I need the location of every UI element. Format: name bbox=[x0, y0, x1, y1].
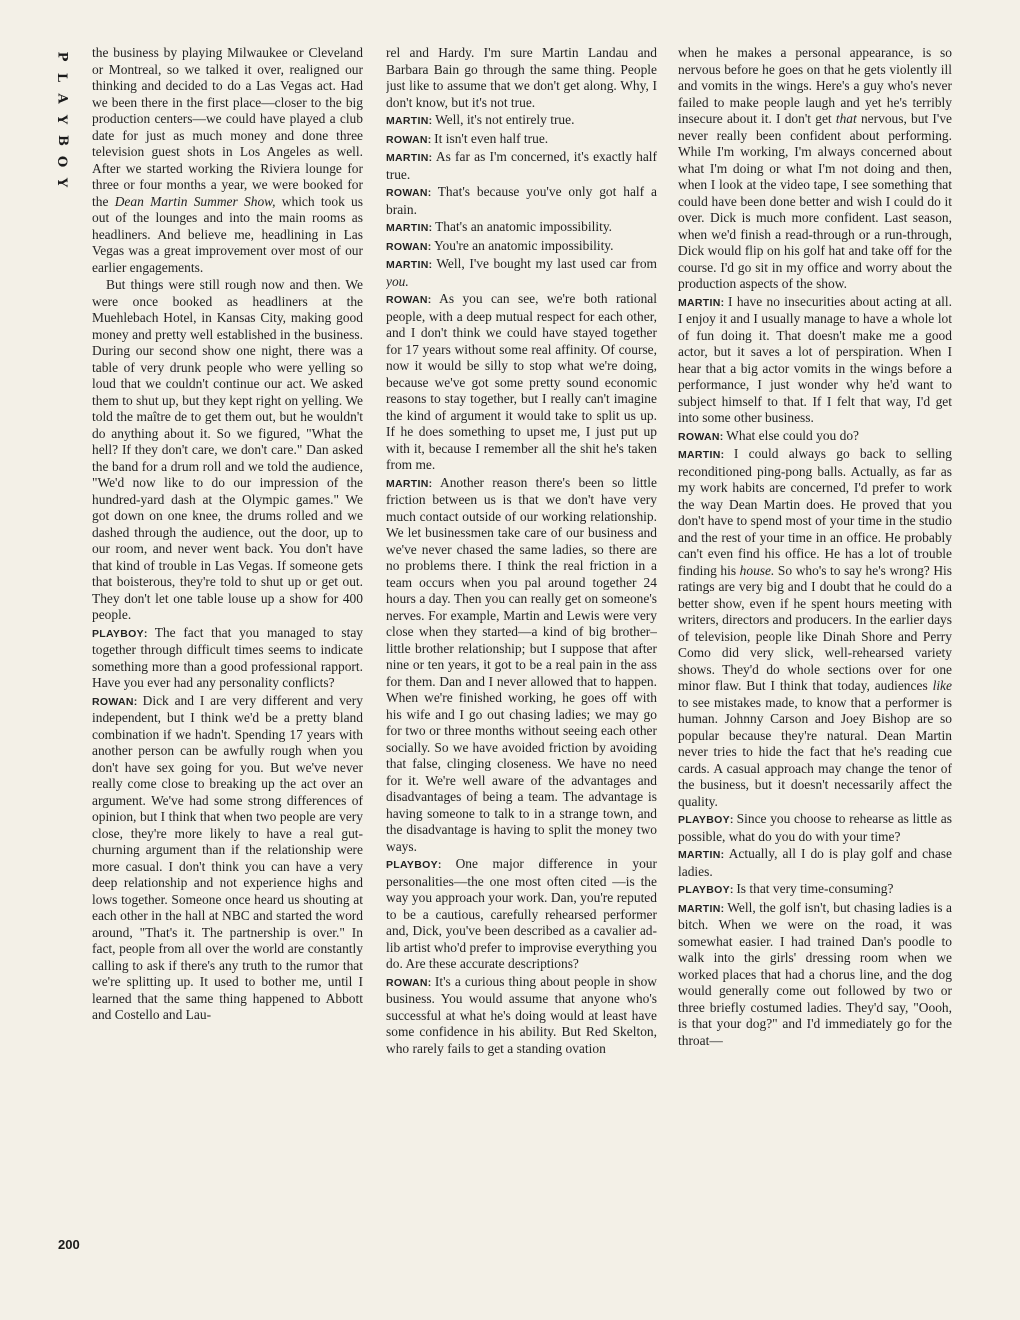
speaker-label: PLAYBOY bbox=[678, 814, 730, 826]
italic-word: you. bbox=[386, 273, 409, 289]
speaker-label: PLAYBOY bbox=[386, 859, 438, 871]
paragraph: when he makes a personal appearance, is so nervous before he goes on that he gets violently ill and vomits in the wings. Here's a guy who's never failed to make people laugh and yet he's terribly insecure about it. I don't get that nervous, but I've never really been confident about performing. While I'm working, I'm always concerned about what I'm doing or what I'm not doing and then, when I look at the video tape, I see something that could have been done better and wish I could do it over. Dick is much more confident. Last season, when we'd finish a read-through or a run-through, Dick would flip on his golf hat and take off for the course. I'd go sit in my office and worry about the production aspects of the show. bbox=[678, 45, 952, 291]
dialogue-paragraph: PLAYBOY: One major difference in your personalities—the one most often cited —is the way you approach your work. Dan, you're reputed to be a cautious, carefully rehearsed performer and, Dick, you've been described as a cavalier ad-lib artist who'd prefer to improvise everything you do. Are these accurate descriptions? bbox=[386, 856, 657, 971]
side-letter: Y bbox=[54, 114, 70, 125]
dialogue-paragraph: MARTIN: Well, the golf isn't, but chasing ladies is a bitch. When we were on the road, it was somewhat easier. I had trained Dan's poodle to walk into the girls' dressing room when we worked places that had a chorus line, and the dog would generally come out followed by two or three briefly costumed ladies. They'd say, "Oooh, is that your dog?" and I'd immediately go for the throat— bbox=[678, 899, 952, 1048]
speaker-label: PLAYBOY bbox=[678, 884, 730, 896]
text-column-2 bbox=[386, 45, 657, 1257]
speaker-label: MARTIN bbox=[386, 152, 429, 164]
speaker-label: ROWAN bbox=[386, 294, 428, 306]
dialogue-paragraph: ROWAN: It's a curious thing about people in show business. You would assume that anyone who's successful at what he's doing would at least have some confidence in his ability. But Red Skelton, who rarely fails to get a standing ovation bbox=[386, 973, 657, 1056]
speaker-label: ROWAN bbox=[386, 187, 428, 199]
dialogue-paragraph: ROWAN: As you can see, we're both rational people, with a deep mutual respect for each other, and I don't think we could have stayed together for 17 years without some real affinity. Of course, now it would be silly to stop what we're doing, because we've got some pretty sound economic reasons to stay together, but I really can't imagine the kind of argument it would take to split us up. If he does something to upset me, I just put up with it, because I remember all the shit he's taken from me. bbox=[386, 291, 657, 472]
italic-word: house. bbox=[739, 562, 775, 578]
side-letter: L bbox=[54, 72, 70, 83]
paragraph: rel and Hardy. I'm sure Martin Landau and Barbara Bain go through the same thing. People just like to assume that we don't get along. Why, I don't know, but it's not true. bbox=[386, 45, 657, 110]
dialogue-paragraph: ROWAN: Dick and I are very different and very independent, but I think we'd be a pretty bland combination if we hadn't. Spending 17 years with another person can be awfully rough when you don't have sex going for you. But we've never really come close to breaking up the act over an argument. We've had some strong differences of opinion, but I think that when two people are very close, they're more likely to have a real gut-churning argument than if the relationship were more casual. I don't think you can have a very deep relationship and not experience highs and lows together. Someone once heard us shouting at each other in the hall at NBC and started the word around, "That's it. The partnership is over." In fact, people from all over the world are constantly calling to ask if there's any truth to the rumor that we're splitting up. It used to bother me, until I learned that the same thing happened to Abbott and Costello and Lau- bbox=[92, 692, 363, 1022]
speaker-label: MARTIN bbox=[386, 115, 429, 127]
dialogue-paragraph: MARTIN: I have no insecurities about acting at all. I enjoy it and I usually manage to have a whole lot of fun doing it. That doesn't make me a good actor, but it saves a lot of perspiration. When I hear that a big actor vomits in the wings before a performance, I just wonder why he'd want to subject himself to that. If I felt that way, I'd get into some other business. bbox=[678, 293, 952, 425]
page-number: 200 bbox=[58, 1237, 80, 1252]
speaker-label: MARTIN bbox=[386, 259, 429, 271]
side-letter: B bbox=[54, 135, 70, 146]
magazine-side-mark bbox=[54, 46, 70, 193]
speaker-label: MARTIN bbox=[386, 477, 429, 490]
speaker-label: MARTIN bbox=[678, 449, 721, 461]
text-column-1 bbox=[92, 45, 363, 1257]
italic-show-title: Dean Martin Summer Show, bbox=[114, 193, 276, 209]
text-column-3 bbox=[678, 45, 952, 1257]
dialogue-paragraph: MARTIN: Another reason there's been so little friction between us is that we don't have very much contact outside of our working relationship. We let businessmen take care of our business and we've never chased the same ladies, so there are no problems there. I think the real friction in a team occurs when you pal around together 24 hours a day. Then you can really get on someone's nerves. For example, Martin and Lewis were very close when they started—a kind of big brother–little brother relationship; but I suppose that after nine or ten years, it got to be a real pain in the ass for them. Dan and I never allowed that to happen. When we're finished working, he goes off with his wife and I go out chasing ladies; we may go for two or three months without seeing each other socially. So we have avoided friction by avoiding that false, clinging closeness. We have no need for it. We're well aware of the advantages and disadvantages of being a team. The advantage is having someone to talk to in a strange town, and the disadvantage is having to split the money two ways. bbox=[386, 474, 657, 854]
side-letter: Y bbox=[54, 177, 70, 188]
speaker-label: MARTIN bbox=[678, 902, 721, 915]
dialogue-paragraph: PLAYBOY: Is that very time-consuming? bbox=[678, 881, 894, 896]
speaker-label: ROWAN bbox=[678, 430, 720, 443]
speaker-label: MARTIN bbox=[386, 222, 429, 234]
speaker-label: ROWAN bbox=[92, 695, 134, 708]
dialogue-paragraph: MARTIN: Actually, all I do is play golf and chase ladies. bbox=[678, 846, 952, 879]
dialogue-paragraph: ROWAN: That's because you've only got half a brain. bbox=[386, 184, 657, 217]
dialogue-paragraph: PLAYBOY: Since you choose to rehearse as little as possible, what do you do with your time? bbox=[678, 811, 952, 844]
italic-word: that bbox=[835, 111, 857, 126]
dialogue-paragraph: PLAYBOY: The fact that you managed to stay together through difficult times seems to indicate something more than a good professional rapport. Have you ever had any personality conflicts? bbox=[92, 624, 363, 690]
paragraph: But things were still rough now and then. We were once booked as headliners at the Muehlebach Hotel, in Kansas City, making good money and pretty well established in the business. During our second show one night, there was a table of very drunk people who were yelling so loud that we couldn't continue our act. We asked them to shut up, but they kept right on yelling. We told the maître de to get them out, but he wouldn't do anything about it. So we figured, "What the hell? If they don't care, we don't care." Dan asked the band for a drum roll and we told the audience, "We'd now like to do our impression of the hundred-yard dash at the Olympic games." We got down on one knee, the drums rolled and we dashed through the audience, out the door, up to our room, and never went back. You don't have that kind of trouble in Las Vegas. If someone gets that boisterous, they're told to shut up or get out. They don't let one table louse up a show for 400 people. bbox=[92, 277, 363, 622]
speaker-label: ROWAN bbox=[386, 976, 428, 989]
dialogue-paragraph: MARTIN: Well, it's not entirely true. bbox=[386, 112, 575, 127]
speaker-label: MARTIN bbox=[678, 849, 721, 861]
speaker-label: ROWAN bbox=[386, 240, 428, 253]
speaker-label: ROWAN bbox=[386, 133, 428, 146]
dialogue-paragraph: MARTIN: Well, I've bought my last used car from you. bbox=[386, 256, 657, 289]
dialogue-paragraph: MARTIN: As far as I'm concerned, it's exactly half true. bbox=[386, 149, 657, 182]
side-letter: A bbox=[54, 93, 70, 104]
speaker-label: PLAYBOY bbox=[92, 627, 144, 640]
side-letter: O bbox=[54, 155, 70, 168]
dialogue-paragraph: ROWAN: What else could you do? bbox=[678, 427, 860, 443]
paragraph: the business by playing Milwaukee or Cleveland or Montreal, so we talked it over, realigned our thinking and decided to do a Las Vegas act. Had we been there in the first place—closer to the big production centers—we could have played a club date for just as much money and done three television guest shots in Los Angeles as well. After we started working the Riviera lounge for three or four months a year, we were booked for the Dean Martin Summer Show, which took us out of the lounges and into the main rooms as headliners. And believe me, headlining in Las Vegas was a great improvement over most of our earlier engagements. bbox=[92, 45, 363, 275]
dialogue-paragraph: ROWAN: You're an anatomic impossibility. bbox=[386, 237, 614, 253]
italic-word: like bbox=[932, 678, 952, 693]
dialogue-paragraph: ROWAN: It isn't even half true. bbox=[386, 130, 549, 146]
dialogue-paragraph: MARTIN: I could always go back to selling reconditioned ping-pong balls. Actually, as far as my work habits are concerned, I'd prefer to work the way Dean Martin does. He proved that you don't have to spend most of your time in the studio and the rest of your time in an office. He probably can't even find his office. He has a lot of trouble finding his house. So who's to say he's wrong? His ratings are very big and I doubt that he could do a better show, even if he spent hours meeting with writers, directors and producers. In the earlier days of television, people like Dinah Shore and Perry Como did very slick, well-rehearsed variety shows. They'd do whole sections over for one minor flaw. But I think that today, audiences like to see mistakes made, to know that a performer is human. Johnny Carson and Joey Bishop are so popular because they're natural. Dean Martin never tries to hide the fact that he's reading cue cards. A casual approach may change the tenor of the business, but it doesn't necessarily affect the quality. bbox=[678, 446, 952, 809]
dialogue-paragraph: MARTIN: That's an anatomic impossibility. bbox=[386, 219, 613, 234]
speaker-label: MARTIN bbox=[678, 296, 721, 309]
side-letter: P bbox=[54, 51, 70, 62]
